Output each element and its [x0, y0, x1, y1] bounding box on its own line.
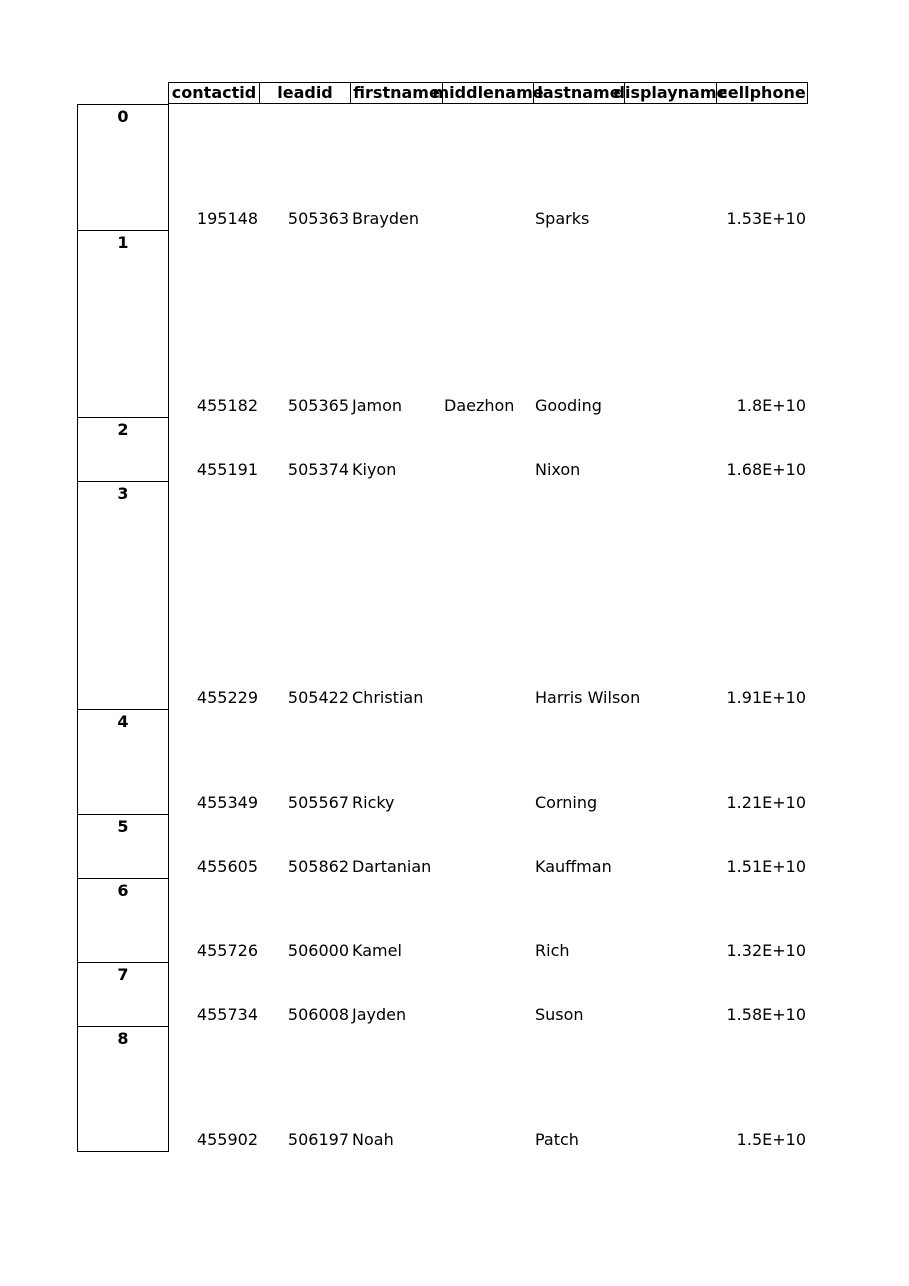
cell-middlename — [444, 688, 534, 708]
column-header-firstname — [350, 82, 443, 104]
cell-cellphone: 1.5E+10 — [736, 1130, 806, 1149]
cell-lastname: Suson — [535, 1005, 584, 1024]
cell-contactid: 455349 — [196, 793, 258, 812]
column-header-contactid — [168, 82, 260, 104]
cell-contactid: 455734 — [196, 1005, 258, 1024]
cell-lastname: Nixon — [535, 460, 581, 479]
cell-cellphone: 1.91E+10 — [726, 688, 806, 707]
cell-firstname: Jayden — [352, 1005, 407, 1024]
cell-cellphone: 1.21E+10 — [726, 793, 806, 812]
cell-middlename: Daezhon — [444, 396, 515, 415]
cell-leadid: 505374 — [287, 460, 349, 479]
cell-cellphone: 1.51E+10 — [726, 857, 806, 876]
column-header-label: leadid — [277, 83, 333, 102]
cell-contactid: 195148 — [196, 209, 258, 228]
cell-cellphone: 1.32E+10 — [726, 941, 806, 960]
cell-middlename — [444, 793, 534, 813]
column-header-cellphone — [716, 82, 808, 104]
row-index: 7 — [77, 962, 169, 1027]
cell-contactid: 455229 — [196, 688, 258, 707]
cell-contactid: 455182 — [196, 396, 258, 415]
cell-middlename — [444, 1130, 534, 1150]
row-index: 1 — [77, 230, 169, 418]
cell-lastname: Rich — [535, 941, 570, 960]
cell-middlename — [444, 857, 534, 877]
column-header-label: cellphone — [718, 83, 806, 102]
cell-firstname: Noah — [352, 1130, 394, 1149]
cell-firstname: Jamon — [352, 396, 403, 415]
cell-contactid: 455605 — [196, 857, 258, 876]
column-header-label: firstname — [353, 83, 440, 102]
row-index: 0 — [77, 104, 169, 231]
row-index: 3 — [77, 481, 169, 710]
cell-contactid: 455726 — [196, 941, 258, 960]
cell-firstname: Brayden — [352, 209, 419, 228]
cell-firstname: Ricky — [352, 793, 395, 812]
cell-middlename — [444, 941, 534, 961]
cell-lastname: Gooding — [535, 396, 602, 415]
column-header-label: displayname — [613, 83, 728, 102]
cell-middlename — [444, 460, 534, 480]
cell-cellphone: 1.68E+10 — [726, 460, 806, 479]
cell-contactid: 455191 — [196, 460, 258, 479]
cell-lastname: Patch — [535, 1130, 579, 1149]
cell-leadid: 505422 — [287, 688, 349, 707]
cell-middlename — [444, 209, 534, 229]
cell-middlename — [444, 1005, 534, 1025]
row-index: 2 — [77, 417, 169, 482]
cell-firstname: Christian — [352, 688, 424, 707]
row-index: 8 — [77, 1026, 169, 1152]
cell-contactid: 455902 — [196, 1130, 258, 1149]
column-header-displayname — [613, 82, 728, 104]
column-header-lastname — [533, 82, 625, 104]
row-index: 4 — [77, 709, 169, 815]
cell-cellphone: 1.58E+10 — [726, 1005, 806, 1024]
cell-lastname: Corning — [535, 793, 598, 812]
cell-cellphone: 1.8E+10 — [736, 396, 806, 415]
cell-leadid: 506008 — [287, 1005, 349, 1024]
cell-firstname: Kiyon — [352, 460, 397, 479]
cell-firstname: Dartanian — [352, 857, 432, 876]
cell-leadid: 505862 — [287, 857, 349, 876]
column-header-middlename — [432, 82, 544, 104]
row-index: 5 — [77, 814, 169, 879]
cell-lastname: Harris Wilson — [535, 688, 641, 707]
cell-leadid: 505567 — [287, 793, 349, 812]
cell-leadid: 506000 — [287, 941, 349, 960]
cell-lastname: Kauffman — [535, 857, 612, 876]
cell-lastname: Sparks — [535, 209, 590, 228]
cell-leadid: 505363 — [287, 209, 349, 228]
column-header-label: middlename — [432, 83, 544, 102]
cell-cellphone: 1.53E+10 — [726, 209, 806, 228]
column-header-leadid — [259, 82, 351, 104]
row-index: 6 — [77, 878, 169, 963]
cell-leadid: 505365 — [287, 396, 349, 415]
column-header-label: lastname — [537, 83, 621, 102]
cell-firstname: Kamel — [352, 941, 402, 960]
cell-leadid: 506197 — [287, 1130, 349, 1149]
column-header-label: contactid — [171, 83, 257, 102]
